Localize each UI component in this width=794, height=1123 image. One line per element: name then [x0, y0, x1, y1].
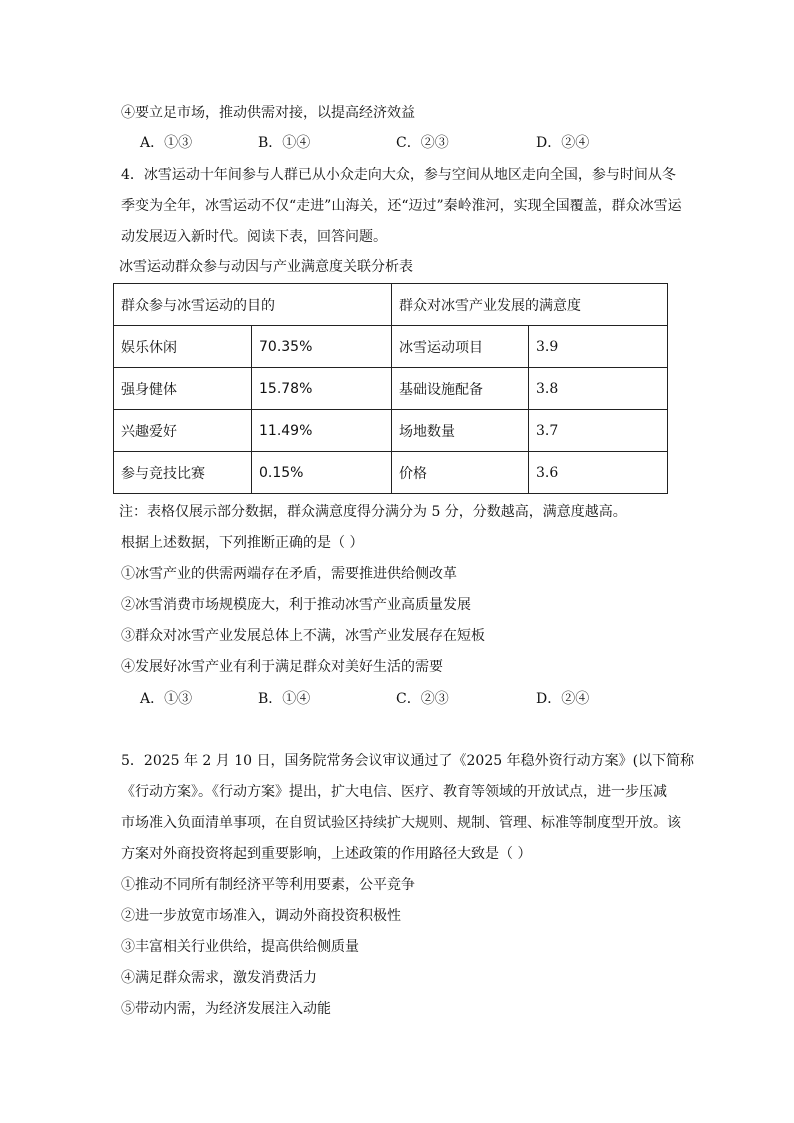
q4-item-4: ④发展好冰雪产业有利于满足群众对美好生活的需要 [121, 659, 443, 675]
q4-item-1: ①冰雪产业的供需两端存在矛盾，需要推进供给侧改革 [121, 566, 457, 582]
q4-option-c: C．②③ [396, 691, 449, 707]
table-cell-percent: 11.49% [252, 410, 392, 452]
q5-item-3: ③丰富相关行业供给，提高供给侧质量 [121, 939, 359, 955]
q4-note: 注：表格仅展示部分数据，群众满意度得分满分为 5 分，分数越高，满意度越高。 [119, 504, 627, 520]
q5-stem-line-1: 5．2025 年 2 月 10 日，国务院常务会议审议通过了《2025 年稳外资行动方案》(以下简称 [121, 753, 695, 769]
q3-options [140, 133, 620, 153]
q5-stem-line-2: 《行动方案》。《行动方案》提出，扩大电信、医疗、教育等领域的开放试点，进一步压减 [121, 784, 667, 800]
q4-stem-line-1: 4．冰雪运动十年间参与人群已从小众走向大众，参与空间从地区走向全国，参与时间从冬 [121, 167, 676, 183]
table-row [114, 410, 668, 452]
q4-table-title: 冰雪运动群众参与动因与产业满意度关联分析表 [119, 259, 413, 275]
table-cell-aspect: 冰雪运动项目 [392, 326, 529, 368]
q3-option-b: B．①④ [258, 135, 311, 151]
q3-option-c: C．②③ [396, 135, 449, 151]
table-cell-percent: 70.35% [252, 326, 392, 368]
q4-question: 根据上述数据，下列推断正确的是（ ） [121, 535, 364, 551]
q5-stem-line-4: 方案对外商投资将起到重要影响，上述政策的作用路径大致是（ ） [121, 846, 532, 862]
table-cell-aspect: 价格 [392, 452, 529, 494]
table-cell-aspect: 基础设施配备 [392, 368, 529, 410]
table-header-row [114, 284, 668, 326]
q5-stem-line-3: 市场准入负面清单事项，在自贸试验区持续扩大规则、规制、管理、标准等制度型开放。该 [121, 815, 681, 831]
table-cell-purpose: 参与竞技比赛 [114, 452, 252, 494]
table-cell-score: 3.7 [529, 410, 668, 452]
q3-option-a: A．①③ [140, 135, 193, 151]
table-header-left: 群众参与冰雪运动的目的 [114, 284, 392, 326]
q4-option-a: A．①③ [140, 691, 193, 707]
q3-option-d: D．②④ [536, 135, 590, 151]
table-cell-score: 3.9 [529, 326, 668, 368]
q5-item-2: ②进一步放宽市场准入，调动外商投资积极性 [121, 908, 401, 924]
q4-item-3: ③群众对冰雪产业发展总体上不满，冰雪产业发展存在短板 [121, 628, 485, 644]
table-row [114, 368, 668, 410]
table-cell-purpose: 兴趣爱好 [114, 410, 252, 452]
table-cell-purpose: 强身健体 [114, 368, 252, 410]
table-cell-score: 3.8 [529, 368, 668, 410]
q3-item-4: ④要立足市场，推动供需对接，以提高经济效益 [121, 105, 415, 121]
table-cell-percent: 0.15% [252, 452, 392, 494]
table-cell-percent: 15.78% [252, 368, 392, 410]
table-cell-score: 3.6 [529, 452, 668, 494]
q4-option-d: D．②④ [536, 691, 590, 707]
q5-item-4: ④满足群众需求，激发消费活力 [121, 970, 317, 986]
q4-stem-line-2: 季变为全年，冰雪运动不仅“走进”山海关，还“迈过”秦岭淮河，实现全国覆盖，群众冰雪运 [121, 198, 682, 214]
q5-item-5: ⑤带动内需，为经济发展注入动能 [121, 1001, 331, 1017]
q4-options [140, 689, 620, 709]
q4-option-b: B．①④ [258, 691, 311, 707]
q5-item-1: ①推动不同所有制经济平等利用要素，公平竞争 [121, 877, 415, 893]
q4-stem-line-3: 动发展迈入新时代。阅读下表，回答问题。 [121, 229, 387, 245]
table-row [114, 326, 668, 368]
q4-item-2: ②冰雪消费市场规模庞大，利于推动冰雪产业高质量发展 [121, 597, 471, 613]
table-cell-purpose: 娱乐休闲 [114, 326, 252, 368]
q4-data-table [113, 283, 668, 494]
table-row [114, 452, 668, 494]
table-cell-aspect: 场地数量 [392, 410, 529, 452]
table-header-right: 群众对冰雪产业发展的满意度 [392, 284, 668, 326]
